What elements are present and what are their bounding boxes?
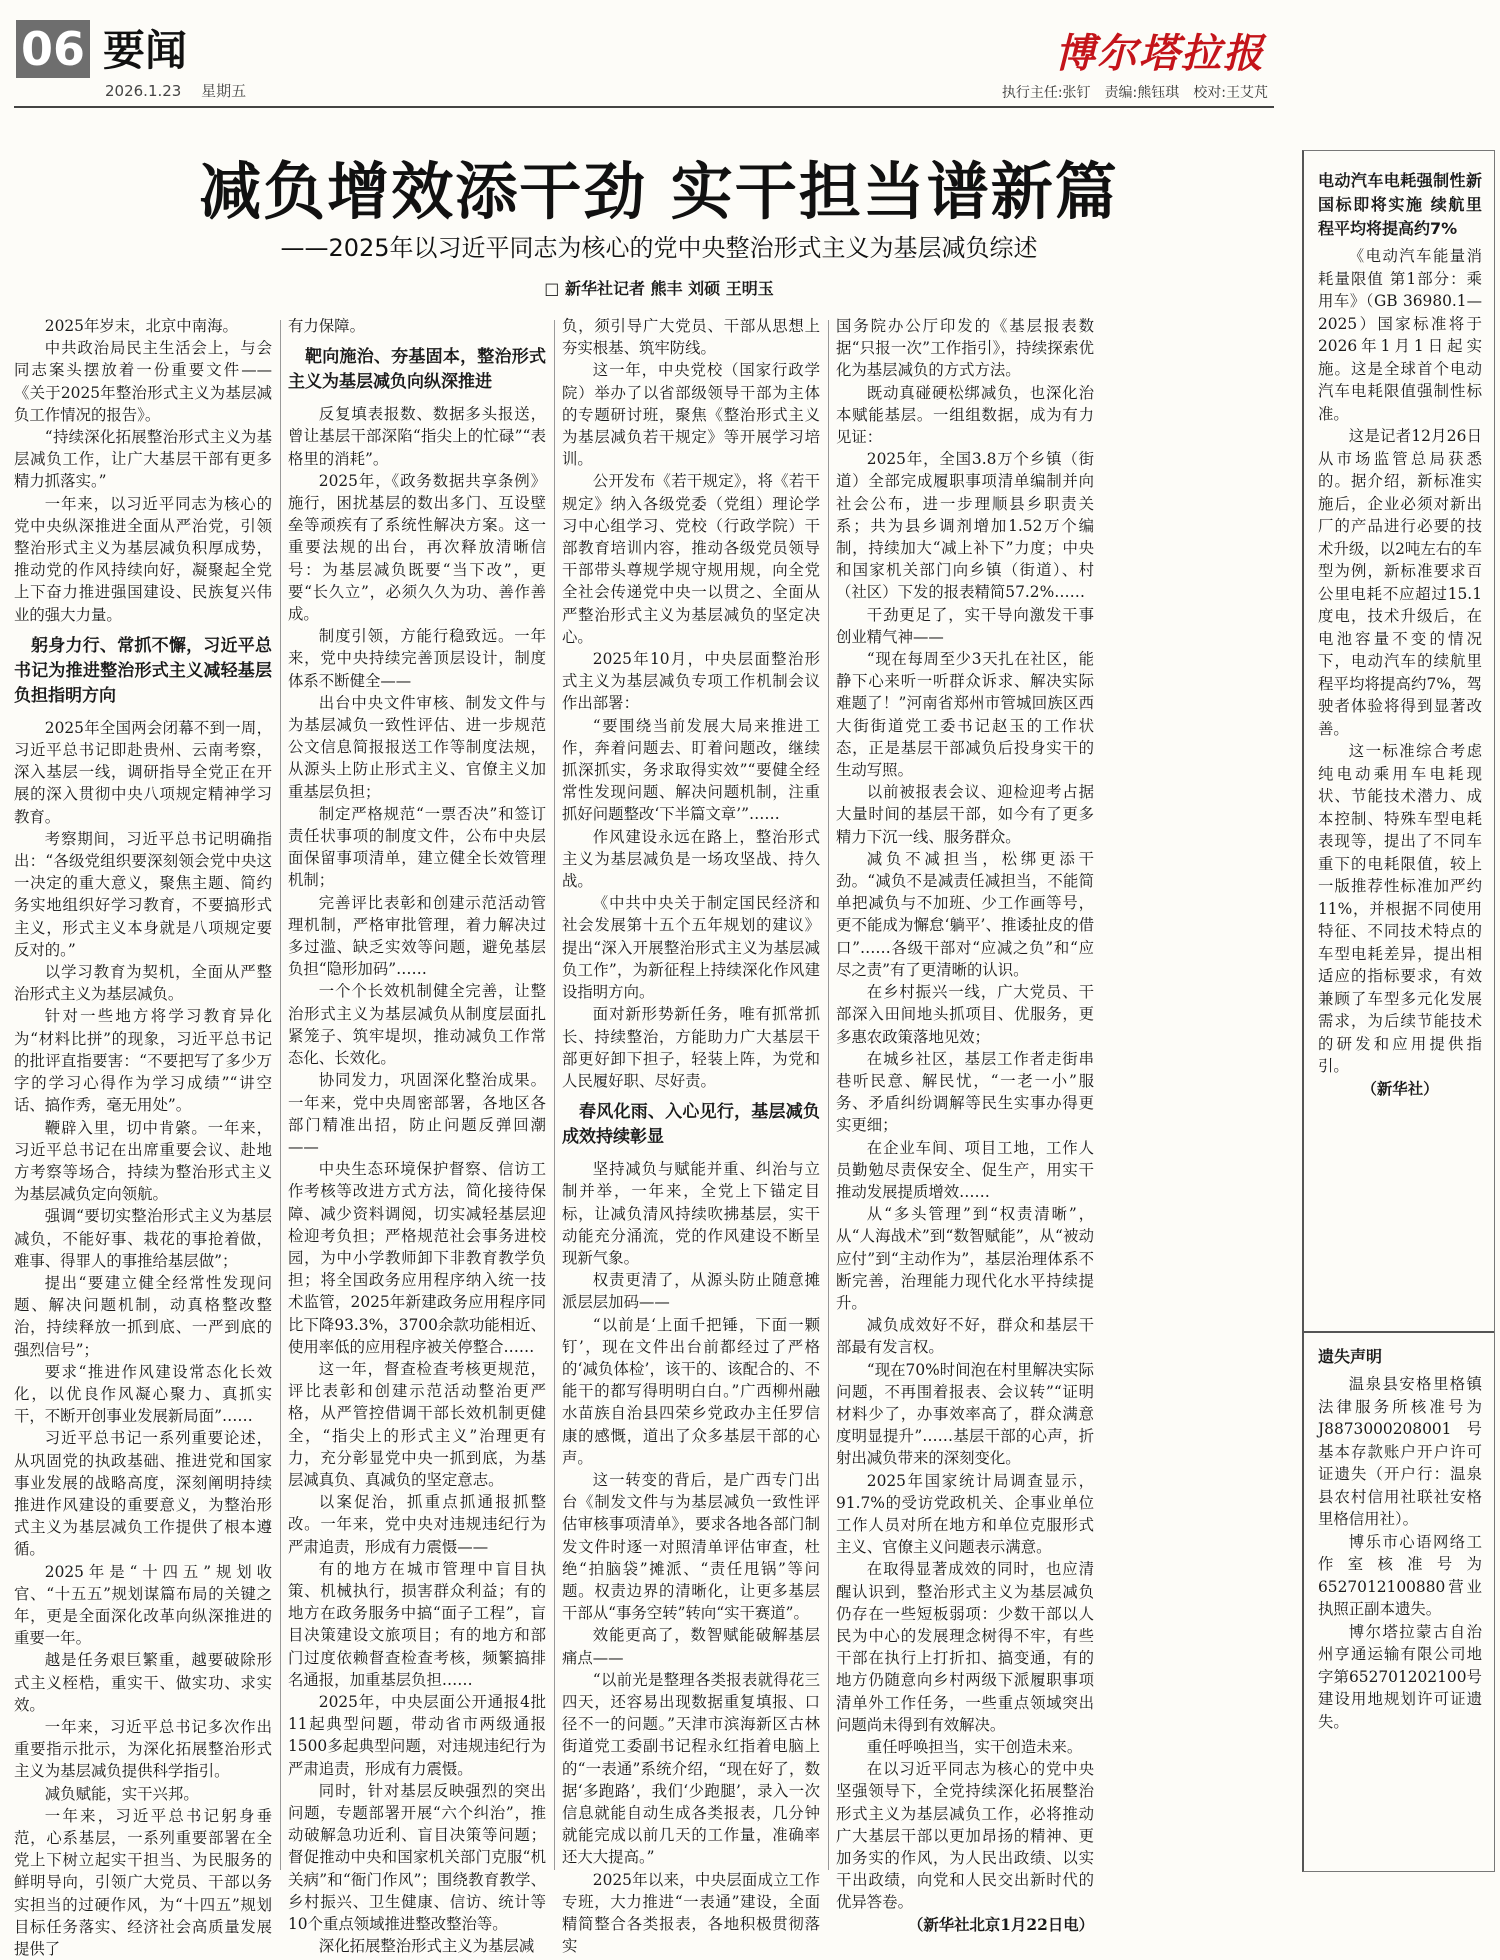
paragraph: 一年来，习近平总书记躬身垂范，心系基层，一系列重要部署在全党上下树立起实干担当、为民服务的鲜明导向，引领广大党员、干部以务实担当的过硬作风，为“十四五”规划目标任务落实、经济社会高质量发展提供了 <box>14 1806 272 1959</box>
paragraph: 从“多头管理”到“权责清晰”，从“人海战术”到“数智赋能”，从“被动应付”到“主动作为”，基层治理体系不断完善，治理能力现代化水平持续提升。 <box>836 1205 1094 1312</box>
paragraph: 2025年10月，中央层面整治形式主义为基层减负专项工作机制会议作出部署： <box>562 650 820 713</box>
article-column-2 <box>288 315 546 1956</box>
paragraph: 2025年，《政务数据共享条例》施行，困扰基层的数出多门、互设壁垒等顽疾有了系统性解决方案。这一重要法规的出台，再次释放清晰信号：为基层减负既要“当下改”，更要“长久立”，必须久久为功、善作善成。 <box>288 471 546 624</box>
paragraph: 在城乡社区，基层工作者走街串巷听民意、解民忧，“一老一小”服务、矛盾纠纷调解等民生实事办得更实更细； <box>836 1049 1094 1135</box>
newspaper-masthead: 博尔塔拉报 <box>1055 30 1265 77</box>
section-heading: 躬身力行、常抓不懈，习近平总书记为推进整治形式主义减轻基层负担指明方向 <box>14 635 272 706</box>
paragraph: 这一年，督查检查考核更规范，评比表彰和创建示范活动整治更严格，从严管控借调干部长效机制更健全，“指尖上的形式主义”治理更有力，充分彰显党中央一抓到底，为基层减真负、真减负的坚定意志。 <box>288 1359 546 1489</box>
paragraph: 深化拓展整治形式主义为基层减 <box>318 1937 535 1956</box>
paragraph: 在乡村振兴一线，广大党员、干部深入田间地头抓项目、优服务，更多惠农政策落地见效； <box>836 983 1094 1046</box>
paragraph: “现在70%时间泡在村里解决实际问题，不再围着报表、会议转”“证明材料少了，办事效率高了，群众满意度明显提升”……基层干部的心声，折射出减负带来的深刻变化。 <box>836 1360 1094 1468</box>
paragraph: 中共政治局民主生活会上，与会同志案头摆放着一份重要文件——《关于2025年整治形式主义为基层减负工作情况的报告》。 <box>14 339 272 424</box>
paragraph: 减负成效好不好，群众和基层干部最有发言权。 <box>836 1316 1094 1357</box>
paragraph: 这一转变的背后，是广西专门出台《制发文件与为基层减负一致性评估审核事项清单》，要求各地各部门制发文件时逐一对照清单评估审查，杜绝“拍脑袋”摊派、“责任甩锅”等问题。权责边界的清晰化，让更多基层干部从“事务空转”转向“实干赛道”。 <box>562 1470 820 1623</box>
section-title: 要闻 <box>103 26 188 75</box>
paragraph: 越是任务艰巨繁重，越要破除形式主义桎梏，重实干、做实功、求实效。 <box>14 1651 272 1714</box>
paragraph: 以前被报表会议、迎检迎考占据大量时间的基层干部，如今有了更多精力下沉一线、服务群众。 <box>836 783 1094 846</box>
paragraph: 2025年岁末，北京中南海。 <box>44 317 238 335</box>
paragraph: 效能更高了，数智赋能破解基层痛点—— <box>562 1626 820 1667</box>
paragraph: 同时，针对基层反映强烈的突出问题，专题部署开展“六个纠治”，推动破解急功近利、盲目决策等问题；督促推动中央和国家机关部门克服“机关病”和“衙门作风”；围绕教育教学、乡村振兴、卫生健康、信访、统计等10个重点领域推进整改整治等。 <box>288 1781 546 1934</box>
paragraph: 面对新形势新任务，唯有抓常抓长、持续整治，方能助力广大基层干部更好卸下担子，轻装上阵，为党和人民履好职、尽好责。 <box>562 1005 820 1090</box>
paragraph: 一年来，习近平总书记多次作出重要指示批示，为深化拓展整治形式主义为基层减负提供科学指引。 <box>14 1717 272 1781</box>
paragraph: 出台中央文件审核、制发文件与为基层减负一致性评估、进一步规范公文信息简报报送工作等制度法规，从源头上防止形式主义、官僚主义加重基层负担； <box>288 693 546 801</box>
paragraph: 制度引领，方能行稳致远。一年来，党中央持续完善顶层设计，制度体系不断健全—— <box>288 627 546 690</box>
article-dateline: （新华社北京1月22日电） <box>907 1915 1094 1934</box>
column-divider <box>554 320 555 1870</box>
paragraph: “现在每周至少3天扎在社区，能静下心来听一听群众诉求、解决实际难题了！”河南省郑州市管城回族区西大街街道党工委书记赵玉的工作状态，正是基层干部减负后投身实干的生动写照。 <box>836 650 1094 780</box>
sidebar-paragraph: 这一标准综合考虑纯电动乘用车电耗现状、节能技术潜力、成本控制、特殊车型电耗表现等，提出了不同车重下的电耗限值，较上一版推荐性标准加严约11%，并根据不同使用特征、不同技术特点的车型电耗差异，提出相适应的指标要求，有效兼顾了车型多元化发展需求，为后续节能技术的研发和应用提供指引。 <box>1318 742 1482 1075</box>
paragraph: 2025年，全国3.8万个乡镇（街道）全部完成履职事项清单编制并向社会公布，进一步理顺县乡职责关系；共为县乡调剂增加1.52万个编制，持续加大“减上补下”力度；中央和国家机关部门向乡镇（街道）、村（社区）下发的报表精简57.2%…… <box>836 450 1094 602</box>
paragraph: 以学习教育为契机，全面从严整治形式主义为基层减负。 <box>14 963 272 1004</box>
lost-notice: 温泉县安格里格镇法律服务所核准号为J8873000208001号基本存款账户开户许可证遗失（开户行：温泉县农村信用社联社安格里格信用社）。 <box>1318 1375 1482 1528</box>
paragraph: 提出“要建立健全经常性发现问题、解决问题机制，动真格整改整治，持续释放一抓到底、一严到底的强烈信号”； <box>14 1273 272 1359</box>
paragraph: 在取得显著成效的同时，也应清醒认识到，整治形式主义为基层减负仍存在一些短板弱项：少数干部以人民为中心的发展理念树得不牢，有些干部在执行上打折扣、搞变通，有的地方仍随意向乡村两级下派履职事项清单外工作任务，一些重点领域突出问题尚未得到有效解决。 <box>836 1560 1094 1734</box>
paragraph: 习近平总书记一系列重要论述，从巩固党的执政基础、推进党和国家事业发展的战略高度，深刻阐明持续推进作风建设的重要意义，为整治形式主义为基层减负工作提供了根本遵循。 <box>14 1429 272 1559</box>
paragraph: 反复填表报数、数据多头报送，曾让基层干部深陷“指尖上的忙碌”“表格里的消耗”。 <box>288 405 546 468</box>
issue-date <box>105 80 246 101</box>
paragraph: 有的地方在城市管理中盲目执策、机械执行，损害群众利益；有的地方在政务服务中搞“面子工程”，盲目决策建设文旅项目；有的地方和部门过度依赖督查检查考核，频繁搞排名通报，加重基层负担…… <box>288 1559 546 1689</box>
sidebar-paragraph: 《电动汽车能量消耗量限值 第1部分：乘用车》（GB 36980.1—2025）国家标准将于2026年1月1日起实施。这是全球首个电动汽车电耗限值强制性标准。 <box>1318 247 1482 423</box>
paragraph: 国务院办公厅印发的《基层报表数据“只报一次”工作指引》，持续探索优化为基层减负的方式方法。 <box>836 317 1094 380</box>
article-subheadline: ——2025年以习近平同志为核心的党中央整治形式主义为基层减负综述 <box>280 234 1038 262</box>
paragraph: 坚持减负与赋能并重、纠治与立制并举，一年来，全党上下锚定目标，让减负清风持续吹拂基层，实干动能充分涌流，党的作风建设不断呈现新气象。 <box>562 1160 820 1267</box>
paragraph: 干劲更足了，实干导向激发干事创业精气神—— <box>836 605 1094 646</box>
paragraph: 强调“要切实整治形式主义为基层减负，不能好事、栽花的事抢着做，难事、得罪人的事推给基层做”； <box>14 1207 272 1270</box>
article-byline: □ 新华社记者 熊丰 刘硕 王明玉 <box>544 279 774 298</box>
paragraph: 作风建设永远在路上，整治形式主义为基层减负是一场攻坚战、持久战。 <box>562 827 820 891</box>
sidebar-news <box>1318 169 1482 1100</box>
section-heading: 春风化雨、入心见行，基层减负成效持续彰显 <box>562 1102 820 1148</box>
paragraph: 减负赋能，实干兴邦。 <box>44 1784 199 1803</box>
article-column-3 <box>562 315 820 1956</box>
paragraph: 一个个长效机制健全完善，让整治形式主义为基层减负从制度层面扎紧笼子、筑牢堤坝，推动减负工作常态化、长效化。 <box>288 982 546 1068</box>
paragraph: 2025年，中央层面公开通报4批11起典型问题，带动省市两级通报1500多起典型问题，对违规违纪行为严肃追责，形成有力震慑。 <box>288 1692 546 1778</box>
paragraph: 2025年以来，中央层面成立工作专班，大力推进“一表通”建设，全面精简整合各类报表，各地积极贯彻落实 <box>562 1870 820 1956</box>
paragraph: 考察期间，习近平总书记明确指出：“各级党组织要深刻领会党中央这一决定的重大意义，聚焦主题、简约务实地组织好学习教育，不要搞形式主义，形式主义本身就是八项规定要反对的。” <box>14 829 272 959</box>
paragraph: 在企业车间、项目工地，工作人员勤勉尽责保安全、促生产，用实干推动发展提质增效…… <box>836 1138 1094 1201</box>
sidebar-box <box>1302 150 1495 1872</box>
column-divider <box>280 320 281 1870</box>
paragraph: 要求“推进作风建设常态化长效化，以优良作风凝心聚力、真抓实干，不断开创事业发展新局面”…… <box>14 1362 272 1426</box>
sidebar-paragraph: 这是记者12月26日从市场监管总局获悉的。据介绍，新标准实施后，企业必须对新出厂的产品进行必要的技术升级，以2吨左右的车型为例，新标准要求百公里电耗不应超过15.1度电，技术升级后，在电池容量不变的情况下，电动汽车的续航里程平均将提高约7%，驾驶者体验将得到显著改善。 <box>1318 427 1482 738</box>
paragraph: 权责更清了，从源头防止随意摊派层层加码—— <box>562 1271 820 1312</box>
paragraph: 《中共中央关于制定国民经济和社会发展第十五个五年规划的建议》提出“深入开展整治形式主义为基层减负工作”，为新征程上持续深化作风建设指明方向。 <box>562 894 820 1002</box>
date: 2026.1.23 <box>105 82 182 100</box>
paragraph: 既动真碰硬松绑减负，也深化治本赋能基层。一组组数据，成为有力见证： <box>836 383 1094 447</box>
paragraph: 一年来，以习近平同志为核心的党中央纵深推进全面从严治党，引领整治形式主义为基层减负积厚成势，推动党的作风持续向好，凝聚起全党上下奋力推进强国建设、民族复兴伟业的强大力量。 <box>14 494 272 624</box>
sidebar-news-source: （新华社） <box>1361 1079 1439 1098</box>
paragraph: “持续深化拓展整治形式主义为基层减负工作，让广大基层干部有更多精力抓落实。” <box>14 428 272 491</box>
article-headline: 减负增效添干劲 实干担当谱新篇 <box>199 155 1119 228</box>
paragraph: 鞭辟入里，切中肯綮。一年来，习近平总书记在出席重要会议、赴地方考察等场合，持续为整治形式主义为基层减负定向领航。 <box>14 1118 272 1204</box>
paragraph: 以案促治，抓重点抓通报抓整改。一年来，党中央对违规违纪行为严肃追责，形成有力震慑—— <box>288 1493 546 1556</box>
paragraph: 减负不减担当，松绑更添干劲。“减负不是减责任减担当，不能简单把减负与不加班、少工作画等号，更不能成为懈怠‘躺平’、推诿扯皮的借口”……各级干部对“应减之负”和“应尽之责”有了更清晰的认识。 <box>836 849 1094 979</box>
lost-notice: 博尔塔拉蒙古自治州亨通运输有限公司地字第652701202100号建设用地规划许可证遗失。 <box>1318 1622 1482 1731</box>
paragraph: 公开发布《若干规定》，将《若干规定》纳入各级党委（党组）理论学习中心组学习、党校（行政学院）干部教育培训内容，推动各级党员领导干部带头尊规学规守规用规，向全党全社会传递党中央一以贯之、全面从严整治形式主义为基层减负的坚定决心。 <box>562 472 820 646</box>
paragraph: 2025年国家统计局调查显示，91.7%的受访党政机关、企事业单位工作人员对所在地方和单位克服形式主义、官僚主义问题表示满意。 <box>836 1471 1094 1557</box>
lost-notice-title: 遗失声明 <box>1318 1347 1383 1366</box>
sidebar-divider <box>1304 1331 1494 1333</box>
lost-notice: 博乐市心语网络工作室核准号为6527012100880营业执照正副本遗失。 <box>1318 1532 1482 1618</box>
weekday: 星期五 <box>201 82 247 100</box>
paragraph: 2025年是“十四五”规划收官、“十五五”规划谋篇布局的关键之年，更是全面深化改革向纵深推进的重要一年。 <box>14 1562 272 1648</box>
paragraph: 2025年全国两会闭幕不到一周，习近平总书记即赴贵州、云南考察，深入基层一线，调研指导全党正在开展的深入贯彻中央八项规定精神学习教育。 <box>14 718 272 826</box>
paragraph: 中央生态环境保护督察、信访工作考核等改进方式方法，简化接待保障、减少资料调阅，切实减轻基层迎检迎考负担；严格规范社会事务进校园，为中小学教师卸下非教育教学负担；将全国政务应用程序纳入统一技术监管，2025年新建政务应用程序同比下降93.3%，3700余款功能相近、使用率低的应用程序被关停整合…… <box>288 1160 546 1356</box>
paragraph: 制定严格规范“一票否决”和签订责任状事项的制度文件，公布中央层面保留事项清单，建立健全长效管理机制； <box>288 804 546 890</box>
paragraph: “以前光是整理各类报表就得花三四天，还容易出现数据重复填报、口径不一的问题。”天津市滨海新区古林街道党工委副书记程永红指着电脑上的“一表通”系统介绍，“现在好了，数据‘多跑路’，我们‘少跑腿’，录入一次信息就能自动生成各类报表，几分钟就能完成以前几天的工作量，准确率还大大提高。” <box>562 1670 820 1867</box>
editor-credits: 执行主任:张钉 责编:熊钰琪 校对:王艾芃 <box>1001 85 1268 101</box>
paragraph: 重任呼唤担当，实干创造未来。 <box>866 1738 1083 1756</box>
sidebar-news-title: 电动汽车电耗强制性新国标即将实施 续航里程平均将提高约7% <box>1318 171 1482 238</box>
paragraph: “以前是‘上面千把锤，下面一颗钉’，现在文件出台前都经过了严格的‘减负体检’，该干的、该配合的、不能干的都写得明明白白。”广西柳州融水苗族自治县四荣乡党政办主任罗信康的感慨，道出了众多基层干部的心声。 <box>562 1315 820 1467</box>
paragraph: “要围绕当前发展大局来推进工作，奔着问题去、盯着问题改，继续抓深抓实，务求取得实效”“要健全经常性发现问题、解决问题机制，注重抓好问题整改‘下半篇文章’”…… <box>562 716 820 824</box>
paragraph: 负，须引导广大党员、干部从思想上夯实根基、筑牢防线。 <box>562 317 820 358</box>
paragraph: 协同发力，巩固深化整治成果。一年来，党中央周密部署，各地区各部门精准出招，防止问题反弹回潮—— <box>288 1071 546 1156</box>
paragraph: 在以习近平同志为核心的党中央坚强领导下，全党持续深化拓展整治形式主义为基层减负工作，必将推动广大基层干部以更加昂扬的精神、更加务实的作风，为人民出政绩、以实干出政绩，向党和人民交出新时代的优异答卷。 <box>836 1760 1094 1912</box>
paragraph: 有力保障。 <box>288 317 365 335</box>
page-number: 06 <box>16 20 90 78</box>
paragraph: 针对一些地方将学习教育异化为“材料比拼”的现象，习近平总书记的批评直指要害：“不要把写了多少万字的学习心得作为学习成绩”“讲空话、搞作秀，毫无用处”。 <box>14 1007 272 1115</box>
lost-notices <box>1318 1345 1482 1733</box>
column-divider <box>828 320 829 1870</box>
article-column-4 <box>836 315 1094 1934</box>
paragraph: 完善评比表彰和创建示范活动管理机制，严格审批管理，着力解决过多过滥、缺乏实效等问题，避免基层负担“隐形加码”…… <box>288 893 546 979</box>
header-rule <box>14 106 1274 108</box>
article-column-1 <box>14 315 272 1959</box>
section-heading: 靶向施治、夯基固本，整治形式主义为基层减负向纵深推进 <box>288 347 546 393</box>
paragraph: 这一年，中央党校（国家行政学院）举办了以省部级领导干部为主体的专题研讨班，聚焦《整治形式主义为基层减负若干规定》等开展学习培训。 <box>562 361 820 469</box>
